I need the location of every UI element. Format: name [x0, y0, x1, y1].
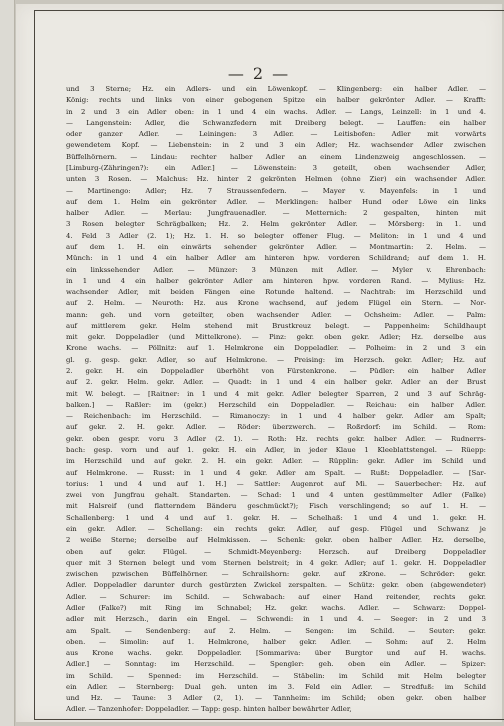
text-line: — Langenstein: Adler, die Schwanzfedern mit Dreiberg belegt. — Lauffen: ein halber: [66, 118, 486, 127]
text-line: 2 weiße Sterne; derselbe auf Helmkissen. — Schenk: gekr. oben halber Adler. Hz. derselbe,: [66, 536, 486, 545]
text-line: adler mit Herzsch., darin ein Engel. — Schwendi: in 1 und 4. — Seeger: in 2 und 3: [66, 615, 486, 624]
text-line: bach: gesp. vorn und auf 1. gekr. H. ein Adler, in jeder Klaue 1 Kleeblattstengel. — Rüepp:: [66, 446, 486, 454]
text-line: ein gekr. Adler. — Schellang: ein rechts gekr. Adler, auf gesp. Flügel und Schwanz je: [66, 524, 486, 533]
text-line: im Herzschild und auf gekr. 2. H. ein gekr. Adler. — Rüpplin: gekr. Adler im Schild und: [66, 457, 486, 466]
text-line: ein Adler. — Sternberg: Dual geh. unten im 3. Feld ein Adler. — Stredfuß: im Schild: [66, 682, 486, 691]
text-line: torius: 1 und 4 und auf 1. H.] — Sattler: Augenrot auf Mi. — Sauerbecher: Hz. auf: [66, 479, 486, 488]
text-line: gl. g. gesp. gekr. Adler, so auf Helmkrone. — Preising: im Herzsch. gekr. Adler; Hz. auf: [66, 355, 486, 364]
text-line: wachsender Adler, mit beiden Fängen eine Rotunde haltend. — Nachtrab: im Herzschild und: [66, 288, 486, 297]
text-line: Adler (Falke?) mit Ring im Schnabel; Hz. gekr. wachs. Adler. — Schwarz: Doppel-: [66, 603, 486, 612]
text-line: König: rechts und links von einer gebogenen Spitze ein halber gekrönter Adler. — Krafft:: [66, 96, 486, 105]
text-line: Adler. Doppeladler darunter durch gestürzten Zwickel zerspalten. — Schütz: gekr. oben (abgewendeter): [66, 581, 486, 590]
text-line: am Spalt. — Sendenberg: auf 2. Helm. — Sengen: im Schild. — Seuter: gekr.: [66, 626, 486, 635]
text-line: — Martinengo: Adler; Hz. 7 Straussenfedern. — Mayer v. Mayenfels: in 1 und: [66, 186, 486, 195]
text-line: halber Adler. — Merlau: Jungfrauenadler. — Metternich: 2 gespalten, hinten mit: [66, 209, 486, 218]
text-line: und 3 Sterne; Hz. ein Adlers- und ein Löwenkopf. — Klingenberg: ein halber Adler. —: [66, 85, 486, 93]
text-line: auf dem 1. Helm ein gekrönter Adler. — Merklingen: halber Hund oder Löwe ein links: [66, 197, 486, 206]
text-line: Büffelhörnern. — Lindau: rechter halber Adler an einem Lindenzweig angeschlossen. —: [66, 152, 486, 161]
text-line: unten 3 Rosen. — Malchus: Hz. hinter 2 gekrönten Helmen (ohne Zier) ein wachsender Adler.: [66, 175, 486, 184]
text-line: zwei von Jungfrau gehalt. Standarten. — Schad: 1 und 4 unten gestümmelter Adler (Falke): [66, 491, 486, 500]
text-line: auf 2. gekr. Helm. gekr. Adler. — Quadt: in 1 und 4 ein halber gekr. Adler an der Brust: [66, 378, 486, 387]
text-line: oben. — Simolin: auf 1. Helmkrone, halber gekr. Adler. — Sohm: auf 2. Helm: [66, 637, 486, 646]
text-line: zwischen pzwischen Büffelhörner. — Schrailshorn: gekr. auf zKrone. — Schröder: gekr.: [66, 570, 486, 579]
text-line: auf Helmkrone. — Russt: in 1 und 4 gekr. Adler am Spalt. — Rußt: Doppeladler. — [Sar-: [66, 468, 486, 477]
text-line: auf 2. Helm. — Neuroth: Hz. aus Krone wachsend, auf jedem Flügel ein Stern. — Nor-: [66, 299, 486, 308]
text-line: — Reichenbach: im Herzschild. — Rimanoczy: in 1 und 4 halber gekr. Adler am Spalt;: [66, 412, 486, 421]
text-line: gekr. oben gespr. voru 3 Adler (2. 1). — Roth: Hz. rechts gekr. halber Adler. — Rudnerrs-: [66, 434, 486, 443]
text-line: mit gekr. Doppeladler (und Mittelkrone). — Pinz: gekr. oben gekr. Adler; Hz. derselbe aus: [66, 333, 486, 342]
text-line: gewendetem Kopf. — Liebenstein: in 2 und 3 ein Adler; Hz. wachsender Adler zwischen: [66, 141, 486, 150]
scan-binding-strip: [0, 0, 15, 726]
text-line: mann: geh. und vorn geteilter, oben wachsender Adler. — Ochsheim: Adler. — Palm:: [66, 310, 486, 319]
text-line: und Hz. — Taune: 3 Adler (2, 1). — Tannheim: im Schild; oben gekr. oben halber: [66, 694, 486, 703]
text-line: Adler. — Schurer: im Schild. — Schwabach: auf einer Hand reitender, rechts gekr.: [66, 592, 486, 601]
text-line: oben auf gekr. Flügel. — Schmidt-Meyenberg: Herzsch. auf Dreiberg Doppeladler: [66, 547, 486, 556]
text-line: in 2 und 3 ein Adler oben: in 1 und 4 ein wachs. Adler. — Langs, Leinzell: in 1 und 4.: [66, 107, 486, 116]
body-text: [66, 84, 486, 716]
text-line: auf gekr. 2. H. gekr. Adler. — Röder: überzwerch. — Roßrdorf: im Schild. — Rom:: [66, 423, 486, 432]
text-line: oder ganzer Adler. — Leiningen: 3 Adler. — Leitisbofen: Adler mit vorwärts: [66, 130, 486, 139]
page-number: — 2 —: [227, 64, 291, 83]
text-line: Adler. — Tanzenhofer: Doppeladler. — Tapp: gesp. hinten halber bewährter Adler,: [66, 705, 352, 714]
text-line: quer mit 3 Sternen belegt und vom Sternen belstreit; in 4 gekr. Adler; auf 1. gekr. H. Doppeladler: [66, 558, 486, 567]
text-line: Adler.] — Sonntag: im Herzschild. — Spengler: geh. oben ein Adler. — Spizer:: [66, 660, 486, 669]
text-line: aus Krone wachs. gekr. Doppeladler. [Sommariva: über Burgtor und auf H. wachs.: [66, 649, 486, 658]
text-line: Münch: in 1 und 4 ein halber Adler am hinteren hpw. vorderen Schildrand; auf dem 1. H.: [66, 254, 486, 263]
text-line: [Limburg-(Zähringen?): ein Adler.] — Löwenstein: 3 geteilt, oben wachsender Adler,: [66, 163, 486, 172]
text-line: in 1 und 4 ein halber gekrönter Adler am hinteren hpw. vorderen Rand. — Mylius: Hz.: [66, 276, 486, 285]
text-line: ein linkssehender Adler. — Münzer: 3 Münzen mit Adler. — Myler v. Ehrenbach:: [66, 265, 486, 274]
text-line: mit Halsreif (und flatterndem Bänderu geschmückt?); Fisch verschlingend; so auf 1. H. —: [66, 502, 486, 511]
text-line: mit W. belegt. — [Raitner: in 1 und 4 mit gekr. Adler belegter Sparren, 2 und 3 auf Schräg-: [66, 389, 486, 398]
text-line: 3 Rosen belegter Schrägbalken; Hz. 2. Helm gekrönter Adler. — Mörsberg: in 1. und: [66, 220, 486, 229]
text-line: 4. Feld 3 Adler (2. 1); Hz. 1. H. so belegter offener Flug. — Meliton: in 1 und 4 und: [66, 231, 486, 240]
text-line: Krone wachs. — Pöllnitz: auf 1. Helmkrone ein Doppeladler. — Polheim: in 2 und 3 ein: [66, 344, 486, 353]
text-line: auf mittlerem gekr. Helm stehend mit Brustkreuz belegt. — Pappenheim: Schildhaupt: [66, 321, 486, 330]
document-page: [16, 4, 502, 722]
text-line: Schallenberg: 1 und 4 und auf 1. gekr. H. — Schelhaß: 1 und 4 und 1. gekr. H.: [66, 513, 486, 522]
text-line: 2. gekr. H. ein Doppeladler überhöht von Fürstenkrone. — Püdler: ein halber Adler: [66, 367, 486, 376]
text-line: im Schild. — Spenned: im Herzschild. — Stäbelin: im Schild mit Helm belegter: [66, 671, 486, 680]
text-line: auf dem 1. H. ein einwärts sehender gekrönter Adler. — Montmartin: 2. Helm. —: [66, 242, 486, 251]
text-line: balken.] — Raßler: im (gekr.) Herzschild ein Doppeladler. — Reichau: ein halber Adler.: [66, 400, 486, 409]
